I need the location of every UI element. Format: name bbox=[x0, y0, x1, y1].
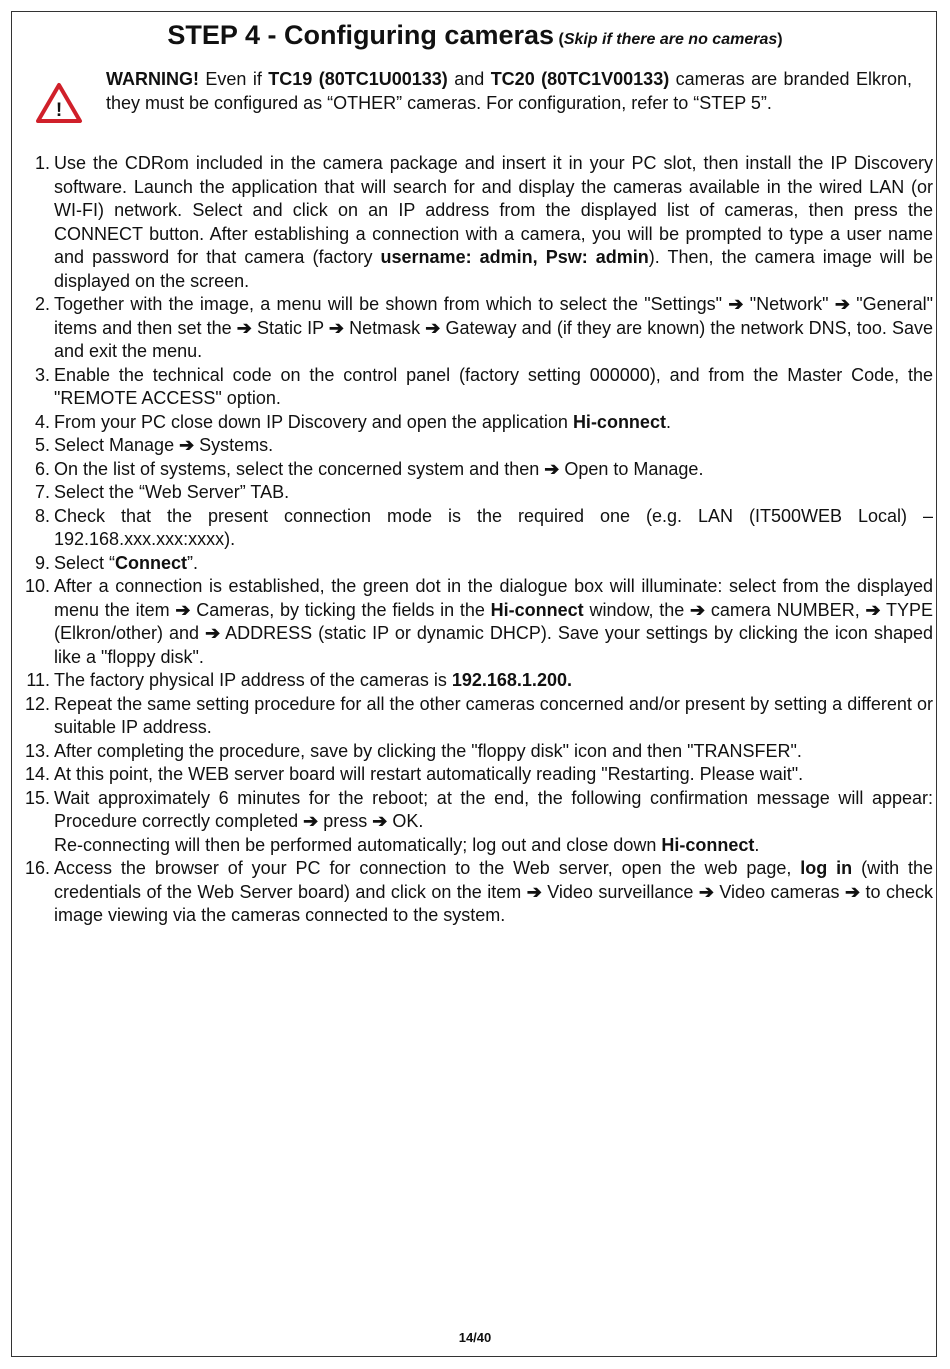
step-text: "General" items and then set the bbox=[54, 294, 934, 338]
arrow-icon: ➔ bbox=[303, 811, 319, 831]
page-number: 14/40 bbox=[458, 1330, 492, 1345]
step-text: . bbox=[754, 834, 760, 855]
step-item: 1. Use the CDRom included in the camera package and insert it in your PC slot, then install the IP Discovery software. Launch the application that will search for and display the cameras available in the wired LAN (or WI-FI) network. Select and click on an IP address from the displayed list of cameras, then press the CONNECT button. After establishing a connection with a camera, you will be prompted to type a user name and password for that camera (factory username: admin, Psw: admin). Then, the camera image will be displayed on the screen. bbox=[34, 153, 933, 291]
step-text: At this point, the WEB server board will restart automatically reading "Restarting. Please wait". bbox=[54, 764, 804, 784]
arrow-icon: ➔ bbox=[425, 317, 441, 338]
step-item: 15. Wait approximately 6 minutes for the reboot; at the end, the following confirmation message will appear: Procedure correctly completed ➔ press ➔ OK. Re-connecting will then be performed automatically; log out and close down Hi-connect. bbox=[24, 787, 933, 855]
step-text: Together with the image, a menu will be shown from which to select the "Settings" bbox=[54, 294, 729, 314]
arrow-icon: ➔ bbox=[236, 317, 252, 338]
step-text: Enable the technical code on the control panel (factory setting 000000), and from the Master Code, the "REMOTE ACCESS" option. bbox=[54, 364, 933, 408]
step-text: Hi-connect bbox=[661, 834, 755, 855]
step-item: 8. Check that the present connection mode is the required one (e.g. LAN (IT500WEB Local) – 192.168.xxx.xxx:xxxx). bbox=[34, 505, 933, 549]
step-text: to check image viewing via the cameras connected to the system. bbox=[54, 881, 933, 925]
step-text: ). Then, the camera image will be displayed on the screen. bbox=[54, 247, 933, 291]
step-text: log in bbox=[800, 858, 853, 878]
arrow-icon: ➔ bbox=[544, 458, 560, 479]
step-item: 2. Together with the image, a menu will be shown from which to select the "Settings" ➔ "Network" ➔ "General" items and then set the ➔ Static IP ➔ Netmask ➔ Gateway and (if they are known) the network DNS, too. Save and exit the menu. bbox=[34, 294, 934, 361]
step-item: 9. Select “Connect”. bbox=[34, 552, 199, 573]
arrow-icon: ➔ bbox=[690, 599, 706, 620]
step-text: camera NUMBER, bbox=[705, 599, 866, 620]
arrow-icon: ➔ bbox=[698, 881, 714, 902]
arrow-icon: ➔ bbox=[844, 881, 861, 902]
step-text: Connect bbox=[115, 552, 188, 573]
arrow-icon: ➔ bbox=[328, 317, 344, 338]
warning-triangle-icon bbox=[35, 82, 83, 124]
step-text: username: admin, Psw: admin bbox=[380, 247, 649, 267]
step-text: On the list of systems, select the concerned system and then bbox=[54, 458, 545, 479]
page-title bbox=[0, 20, 950, 51]
step-text: Select the “Web Server” TAB. bbox=[54, 482, 290, 502]
warning-label: WARNING! bbox=[106, 69, 199, 89]
step-text: (with the credentials of the Web Server board) and click on the item bbox=[54, 858, 933, 902]
step-text: From your PC close down IP Discovery and open the application bbox=[54, 411, 573, 432]
arrow-icon: ➔ bbox=[179, 435, 195, 455]
arrow-icon: ➔ bbox=[205, 623, 221, 643]
step-text: Select “ bbox=[54, 552, 116, 573]
step-text: Select Manage bbox=[54, 435, 180, 455]
model-tc19: TC19 (80TC1U00133) bbox=[268, 69, 448, 89]
step-item: 12. Repeat the same setting procedure for all the other cameras concerned and/or present by setting a different or suitable IP address. bbox=[24, 693, 933, 737]
step-text: . bbox=[665, 411, 671, 432]
step-text: press bbox=[318, 811, 373, 831]
step-text: TYPE (Elkron/other) and bbox=[54, 599, 933, 643]
title-main: STEP 4 - Configuring cameras bbox=[167, 20, 555, 50]
step-text: Cameras, by ticking the fields in the bbox=[190, 599, 491, 620]
step-item: 14. At this point, the WEB server board will restart automatically reading "Restarting. Please wait". bbox=[24, 764, 804, 784]
step-item: 6. On the list of systems, select the concerned system and then ➔ Open to Manage. bbox=[34, 458, 704, 479]
step-text: Video cameras bbox=[713, 881, 845, 902]
step-text: 192.168.1.200. bbox=[451, 670, 572, 690]
step-text: After completing the procedure, save by clicking the "floppy disk" icon and then "TRANSFER". bbox=[54, 740, 802, 761]
warning-text: WARNING! Even if TC19 (80TC1U00133) and TC20 (80TC1V00133) cameras are branded Elkron, they must be configured as “OTHER” cameras. For configuration, refer to “STEP 5”. bbox=[106, 69, 912, 113]
step-text: OK. bbox=[387, 811, 424, 831]
step-item: 7. Select the “Web Server” TAB. bbox=[34, 482, 290, 502]
arrow-icon: ➔ bbox=[728, 294, 744, 314]
steps-list bbox=[0, 152, 933, 928]
step-item: 5. Select Manage ➔ Systems. bbox=[34, 435, 274, 455]
step-text: ”. bbox=[187, 552, 199, 573]
arrow-icon: ➔ bbox=[372, 811, 388, 831]
step-text: window, the bbox=[583, 599, 691, 620]
step-item: 4. From your PC close down IP Discovery and open the application Hi-connect. bbox=[34, 411, 671, 432]
step-text: Hi-connect bbox=[490, 599, 584, 620]
step-text: Open to Manage. bbox=[559, 458, 704, 479]
model-tc20: TC20 (80TC1V00133) bbox=[490, 69, 670, 89]
step-text: ADDRESS (static IP or dynamic DHCP). Save your settings by clicking the icon shaped like a "floppy disk". bbox=[54, 623, 933, 667]
step-text: The factory physical IP address of the cameras is bbox=[54, 670, 452, 690]
step-item: 10. After a connection is established, the green dot in the dialogue box will illuminate: select from the displayed menu the item ➔ Cameras, by ticking the fields in the Hi-connect window, the ➔ camera NUMBER, ➔ TYPE (Elkron/other) and ➔ ADDRESS (static IP or dynamic DHCP). Save your settings by clicking the icon shaped like a "floppy disk". bbox=[24, 576, 933, 667]
step-text: After a connection is established, the green dot in the dialogue box will illuminate: select from the displayed menu the item bbox=[54, 576, 933, 620]
step-item: 16. Access the browser of your PC for connection to the Web server, open the web page, log in (with the credentials of the Web Server board) and click on the item ➔ Video surveillance ➔ Video cameras ➔ to check image viewing via the cameras connected to the system. bbox=[24, 858, 933, 925]
step-text: Video surveillance bbox=[541, 881, 699, 902]
step-text: Use the CDRom included in the camera package and insert it in your PC slot, then install the IP Discovery software. Launch the application that will search for and display the cameras available in the wired LAN (or WI-FI) network. Select and click on an IP address from the displayed list of cameras, then press the CONNECT button. After establishing a connection with a camera, you will be prompted to type a user name and password for that camera (factory bbox=[54, 153, 933, 267]
step-text: "Network" bbox=[743, 294, 835, 314]
step-text: Gateway and (if they are known) the network DNS, too. Save and exit the menu. bbox=[54, 317, 933, 361]
step-text: Wait approximately 6 minutes for the reboot; at the end, the following confirmation message will appear: Procedure correctly completed bbox=[54, 787, 933, 831]
step-item: 3. Enable the technical code on the control panel (factory setting 000000), and from the Master Code, the "REMOTE ACCESS" option. bbox=[34, 364, 933, 408]
arrow-icon: ➔ bbox=[865, 599, 881, 620]
step-text: Re-connecting will then be performed automatically; log out and close down bbox=[54, 834, 662, 855]
step-text: Systems. bbox=[194, 435, 274, 455]
svg-text:!: ! bbox=[55, 100, 63, 121]
step-item: 13. After completing the procedure, save by clicking the "floppy disk" icon and then "TRANSFER". bbox=[24, 740, 802, 761]
step-text: Access the browser of your PC for connection to the Web server, open the web page, bbox=[54, 858, 801, 878]
step-text: Hi-connect bbox=[572, 411, 666, 432]
arrow-icon: ➔ bbox=[526, 881, 542, 902]
step-text: Repeat the same setting procedure for all the other cameras concerned and/or present by setting a different or suitable IP address. bbox=[54, 693, 933, 737]
arrow-icon: ➔ bbox=[834, 294, 850, 314]
step-text: Netmask bbox=[344, 317, 426, 338]
step-text: Check that the present connection mode is the required one (e.g. LAN (IT500WEB Local) – 192.168.xxx.xxx:xxxx). bbox=[54, 505, 933, 549]
step-text: Static IP bbox=[251, 317, 329, 338]
arrow-icon: ➔ bbox=[175, 599, 191, 620]
title-subtitle: (Skip if there are no cameras) bbox=[558, 31, 783, 48]
step-item: 11. The factory physical IP address of the cameras is 192.168.1.200. bbox=[26, 670, 572, 690]
